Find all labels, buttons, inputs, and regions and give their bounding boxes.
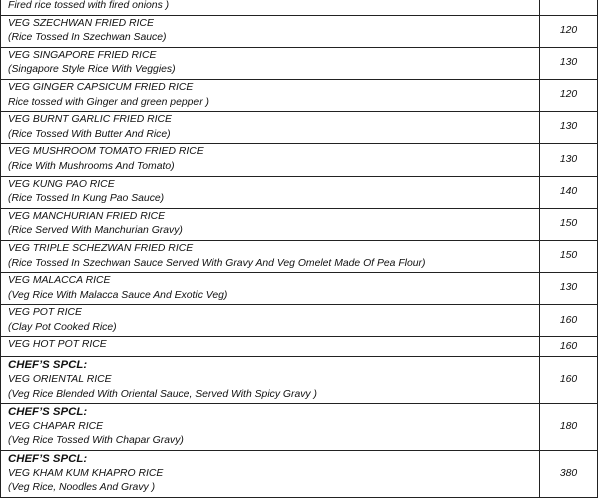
- menu-item-detail: Rice tossed with Ginger and green pepper ): [8, 96, 209, 108]
- chef-special-label: CHEF’S SPCL:: [8, 359, 88, 372]
- menu-item-detail: Fired rice tossed with fired onions ): [8, 0, 170, 11]
- menu-item-description: [1, 273, 540, 305]
- menu-item-name: VEG SZECHWAN FRIED RICE: [8, 17, 154, 29]
- menu-item-name: VEG HOT POT RICE: [8, 339, 107, 351]
- menu-item-row: [1, 79, 598, 111]
- chef-special-label: CHEF’S SPCL:: [8, 406, 88, 419]
- menu-item-name: VEG MALACCA RICE: [8, 275, 111, 287]
- menu-item-name: VEG KUNG PAO RICE: [8, 178, 115, 190]
- menu-item-price: 130: [540, 112, 598, 144]
- menu-item-row: [1, 404, 598, 451]
- menu-body: [1, 0, 598, 497]
- menu-item-price: 150: [540, 208, 598, 240]
- menu-item-row: [1, 176, 598, 208]
- menu-item-price: 160: [540, 357, 598, 404]
- menu-item-price: 150: [540, 240, 598, 272]
- menu-item-name: VEG POT RICE: [8, 307, 82, 319]
- menu-item-price: 140: [540, 176, 598, 208]
- menu-item-detail: (Clay Pot Cooked Rice): [8, 321, 117, 333]
- menu-item-detail: (Veg Rice Blended With Oriental Sauce, Served With Spicy Gravy ): [8, 388, 317, 400]
- menu-item-row: [1, 337, 598, 357]
- menu-item-name: VEG MUSHROOM TOMATO FRIED RICE: [8, 146, 204, 158]
- menu-item-description: [1, 47, 540, 79]
- chef-special-label: CHEF’S SPCL:: [8, 453, 88, 466]
- menu-item-price: [540, 0, 598, 15]
- menu-item-description: [1, 208, 540, 240]
- menu-item-description: [1, 404, 540, 451]
- menu-item-detail: (Veg Rice Tossed With Chapar Gravy): [8, 435, 184, 447]
- menu-item-description: [1, 240, 540, 272]
- menu-item-detail: (Rice Tossed In Kung Pao Sauce): [8, 193, 165, 205]
- menu-item-name: VEG KHAM KUM KHAPRO RICE: [8, 467, 164, 479]
- menu-item-price: 160: [540, 305, 598, 337]
- menu-item-price: 380: [540, 451, 598, 498]
- menu-item-detail: (Rice Tossed In Szechwan Sauce Served With Gravy And Veg Omelet Made Of Pea Flour): [8, 257, 426, 269]
- menu-item-description: [1, 305, 540, 337]
- menu-item-description: [1, 451, 540, 498]
- menu-item-price: 180: [540, 404, 598, 451]
- menu-item-price: 130: [540, 144, 598, 176]
- menu-item-detail: (Rice Served With Manchurian Gravy): [8, 225, 183, 237]
- menu-item-name: VEG TRIPLE SCHEZWAN FRIED RICE: [8, 242, 194, 254]
- menu-item-row: [1, 144, 598, 176]
- menu-item-price: 120: [540, 15, 598, 47]
- menu-item-detail: (Rice Tossed With Butter And Rice): [8, 128, 171, 140]
- menu-item-row: [1, 15, 598, 47]
- menu-item-name: VEG ORIENTAL RICE: [8, 374, 112, 386]
- menu-item-detail: (Rice Tossed In Szechwan Sauce): [8, 32, 167, 44]
- menu-item-description: [1, 144, 540, 176]
- menu-item-row: [1, 208, 598, 240]
- menu-item-description: [1, 0, 540, 15]
- menu-item-detail: (Veg Rice With Malacca Sauce And Exotic Veg): [8, 289, 228, 301]
- menu-item-row: [1, 305, 598, 337]
- menu-item-name: VEG BURNT GARLIC FRIED RICE: [8, 114, 172, 126]
- menu-item-row: [1, 240, 598, 272]
- menu-item-row: [1, 273, 598, 305]
- menu-item-detail: (Rice With Mushrooms And Tomato): [8, 160, 175, 172]
- menu-item-description: [1, 357, 540, 404]
- menu-item-price: 130: [540, 273, 598, 305]
- menu-item-price: 130: [540, 47, 598, 79]
- menu-item-name: VEG CHAPAR RICE: [8, 420, 104, 432]
- menu-item-name: VEG MANCHURIAN FRIED RICE: [8, 210, 166, 222]
- menu-item-description: [1, 15, 540, 47]
- menu-item-row: [1, 451, 598, 498]
- menu-item-detail: (Veg Rice, Noodles And Gravy ): [8, 482, 156, 494]
- menu-item-row: [1, 47, 598, 79]
- menu-item-name: VEG GINGER CAPSICUM FRIED RICE: [8, 81, 194, 93]
- menu-item-price: 160: [540, 337, 598, 357]
- menu-item-description: [1, 79, 540, 111]
- menu-item-description: [1, 176, 540, 208]
- menu-item-row: [1, 357, 598, 404]
- menu-item-description: [1, 112, 540, 144]
- menu-item-row: [1, 112, 598, 144]
- menu-item-name: VEG SINGAPORE FRIED RICE: [8, 49, 157, 61]
- menu-item-detail: (Singapore Style Rice With Veggies): [8, 64, 176, 76]
- menu-item-row: [1, 0, 598, 15]
- menu-item-description: [1, 337, 540, 357]
- menu-item-price: 120: [540, 79, 598, 111]
